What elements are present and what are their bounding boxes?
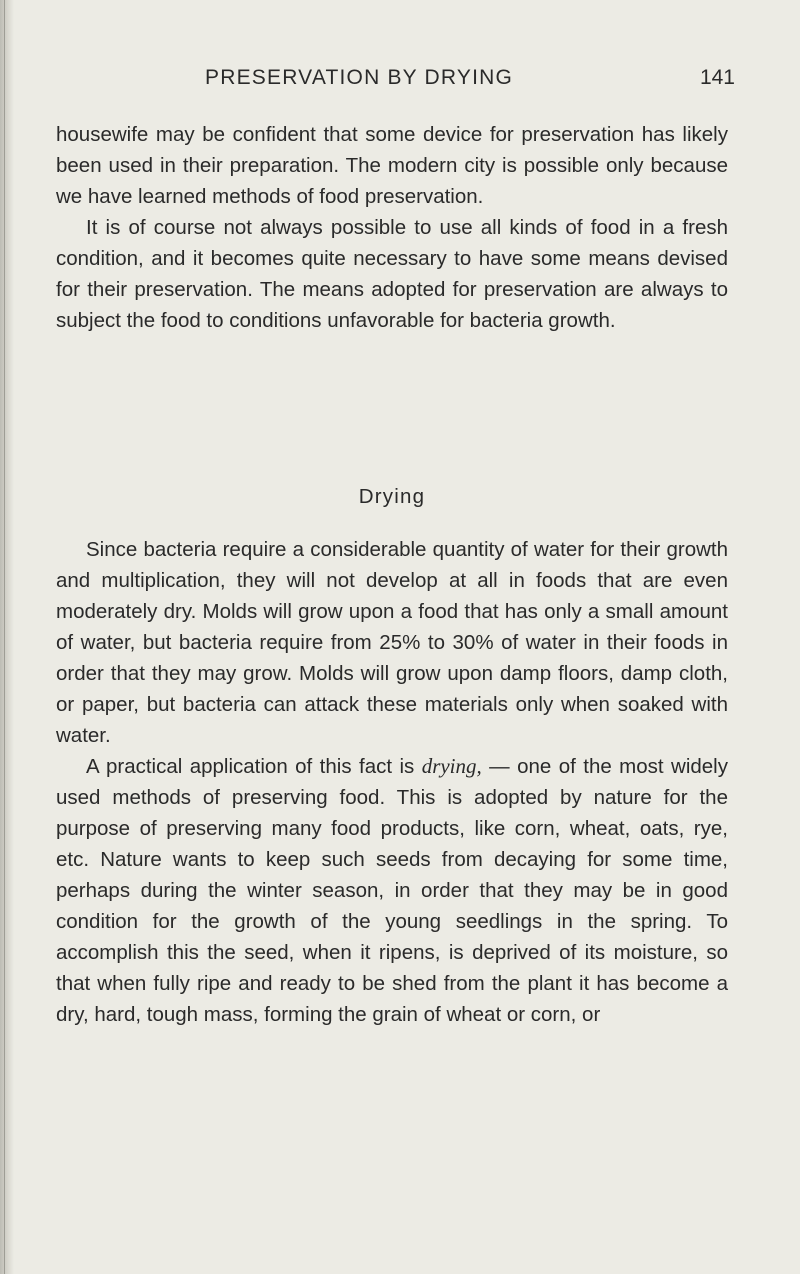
paragraph-bacteria-water: Since bacteria require a considerable quantity of water for their growth and multiplication, they will not develop at all in foods that are even moderately dry. Molds will grow upon a food that has only a small amount of water, but bacteria require from 25% to 30% of water in their foods in order that they may grow. Molds will grow upon damp floors, damp cloth, or paper, but bacteria can attack these materials only when soaked with water. [56, 538, 728, 747]
drying-text [56, 534, 728, 1030]
paragraph-preservation: It is of course not always possible to use all kinds of food in a fresh condition, and it becomes quite necessary to have some means devised for their preservation. The means adopted for preservation are always to subject the food to conditions unfavorable for bacteria growth. [56, 216, 728, 332]
intro-text [56, 119, 728, 336]
page-number: 141 [699, 66, 735, 89]
emphasis-drying: drying, [421, 754, 482, 778]
paragraph-practical-application [56, 751, 728, 1030]
page-header [205, 64, 735, 98]
paragraph-continued: housewife may be confident that some device for preservation has likely been used in their preparation. The modern city is possible only because we have learned methods of food preservation. [56, 123, 728, 208]
section-heading: Drying [358, 485, 426, 508]
text-run: A practical application of this fact is [86, 755, 422, 778]
running-head: PRESERVATION BY DRYING [205, 66, 514, 89]
text-run: — one of the most widely used methods of preserving food. This is adopted by nature for the purpose of preserving many food products, like corn, wheat, oats, rye, etc. Nature wants to keep such seeds from decaying for some time, perhaps during the winter season, in order that they may be in good condition for the growth of the young seedlings in the spring. To accomplish this the seed, when it ripens, is deprived of its moisture, so that when fully ripe and ready to be shed from the plant it has become a dry, hard, tough mass, forming the grain of wheat or corn, or [56, 755, 728, 1026]
